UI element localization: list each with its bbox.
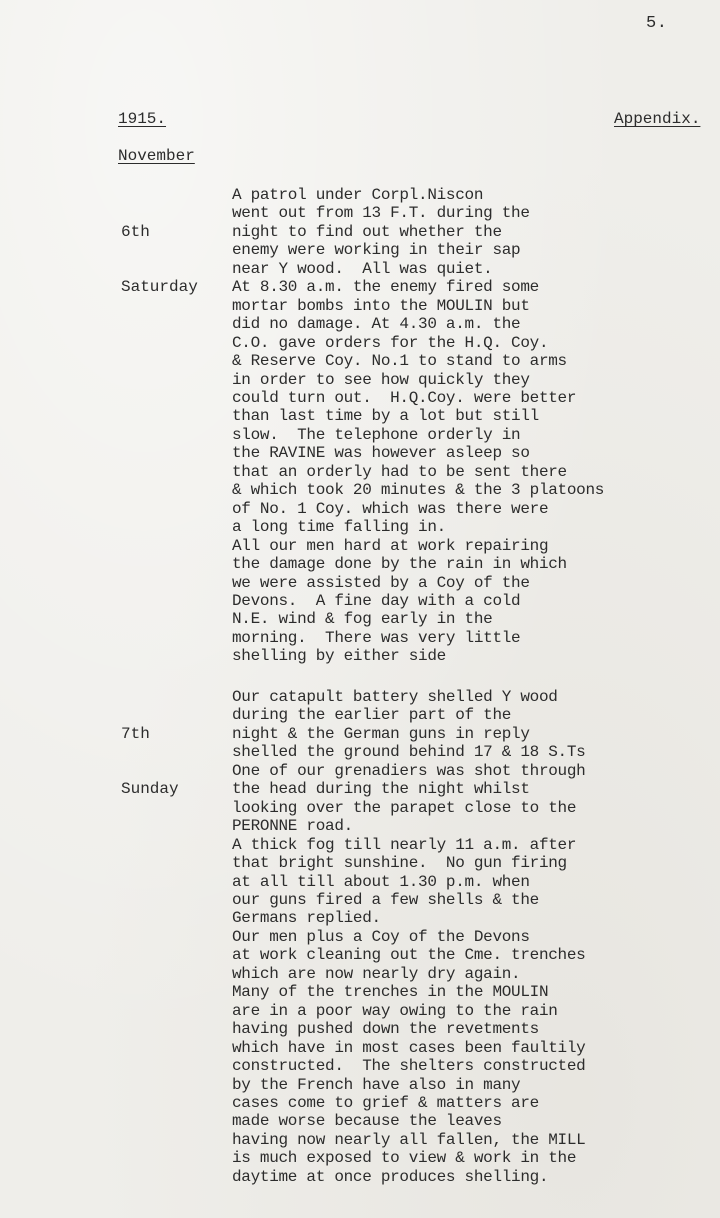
entry-line: the head during the night whilst [232, 780, 530, 799]
entry-line: having pushed down the revetments [232, 1020, 539, 1039]
entry-line: Our catapult battery shelled Y wood [232, 688, 558, 706]
entry-line: by the French have also in many [232, 1075, 521, 1094]
entry-line: A thick fog till nearly 11 a.m. after [232, 835, 577, 854]
entry-day: 6th [121, 222, 150, 241]
entry-weekday: Saturday [121, 278, 198, 297]
entry-line: enemy were working in their sap [232, 241, 521, 260]
entry-line: Our men plus a Coy of the Devons [232, 927, 530, 946]
entry-line: than last time by a lot but still [232, 407, 539, 426]
entry-line: made worse because the leaves [232, 1112, 502, 1131]
entry-line: At 8.30 a.m. the enemy fired some [232, 278, 539, 297]
entry-line: at all till about 1.30 p.m. when [232, 872, 530, 891]
entry-line: & which took 20 minutes & the 3 platoons [232, 481, 605, 500]
entry-weekday: Sunday [121, 780, 179, 799]
entry-line: are in a poor way owing to the rain [232, 1001, 558, 1020]
entry-line: of No. 1 Coy. which was there were [232, 499, 549, 518]
entry-line: is much exposed to view & work in the [232, 1149, 577, 1168]
entry-line: we were assisted by a Coy of the [232, 573, 530, 592]
entry-line: looking over the parapet close to the [232, 798, 577, 817]
entry-line: & Reserve Coy. No.1 to stand to arms [232, 352, 567, 371]
entry-line: shelled the ground behind 17 & 18 S.Ts [232, 743, 586, 762]
entry-line: which have in most cases been faultily [232, 1038, 586, 1057]
entry-line: night & the German guns in reply [232, 724, 530, 743]
entry-line: that an orderly had to be sent there [232, 462, 567, 481]
entry-line: which are now nearly dry again. [232, 964, 521, 983]
entry-line: in order to see how quickly they [232, 370, 530, 389]
appendix-heading: Appendix. [614, 110, 701, 128]
page-number: 5. [646, 14, 668, 33]
entry-line: that bright sunshine. No gun firing [232, 854, 567, 873]
entry-day: 7th [121, 724, 150, 743]
entry-line: night to find out whether the [232, 222, 502, 241]
entry-line: cases come to grief & matters are [232, 1093, 539, 1112]
entry-line: near Y wood. All was quiet. [232, 259, 493, 278]
entry-line: our guns fired a few shells & the [232, 890, 539, 909]
entry-line: C.O. gave orders for the H.Q. Coy. [232, 333, 549, 352]
entry-line: N.E. wind & fog early in the [232, 610, 493, 629]
entry-line: did no damage. At 4.30 a.m. the [232, 315, 521, 334]
entry-text-7th [232, 688, 585, 1186]
entry-date-6th [121, 186, 198, 334]
entry-line: went out from 13 F.T. during the [232, 204, 530, 223]
entry-line: A patrol under Corpl.Niscon [232, 186, 484, 204]
entry-line: the damage done by the rain in which [232, 555, 567, 574]
year-heading: 1915. [118, 110, 167, 128]
entry-text-6th [232, 186, 604, 666]
entry-line: Germans replied. [232, 909, 381, 928]
entry-line: One of our grenadiers was shot through [232, 761, 586, 780]
entry-line: shelling by either side [232, 647, 446, 666]
entry-line: during the earlier part of the [232, 706, 512, 725]
entry-line: slow. The telephone orderly in [232, 425, 521, 444]
entry-line: Many of the trenches in the MOULIN [232, 983, 549, 1002]
entry-line: constructed. The shelters constructed [232, 1057, 586, 1076]
month-heading: November [118, 147, 195, 165]
entry-line: at work cleaning out the Cme. trenches [232, 946, 586, 965]
entry-line: having now nearly all fallen, the MILL [232, 1130, 586, 1149]
entry-line: PERONNE road. [232, 817, 353, 836]
entry-line: All our men hard at work repairing [232, 536, 549, 555]
entry-line: the RAVINE was however asleep so [232, 444, 530, 463]
entry-line: morning. There was very little [232, 628, 521, 647]
entry-line: Devons. A fine day with a cold [232, 591, 521, 610]
entry-date-7th [121, 688, 179, 836]
entry-line: daytime at once produces shelling. [232, 1167, 549, 1186]
entry-line: a long time falling in. [232, 518, 446, 537]
entry-line: could turn out. H.Q.Coy. were better [232, 388, 577, 407]
entry-line: mortar bombs into the MOULIN but [232, 296, 530, 315]
